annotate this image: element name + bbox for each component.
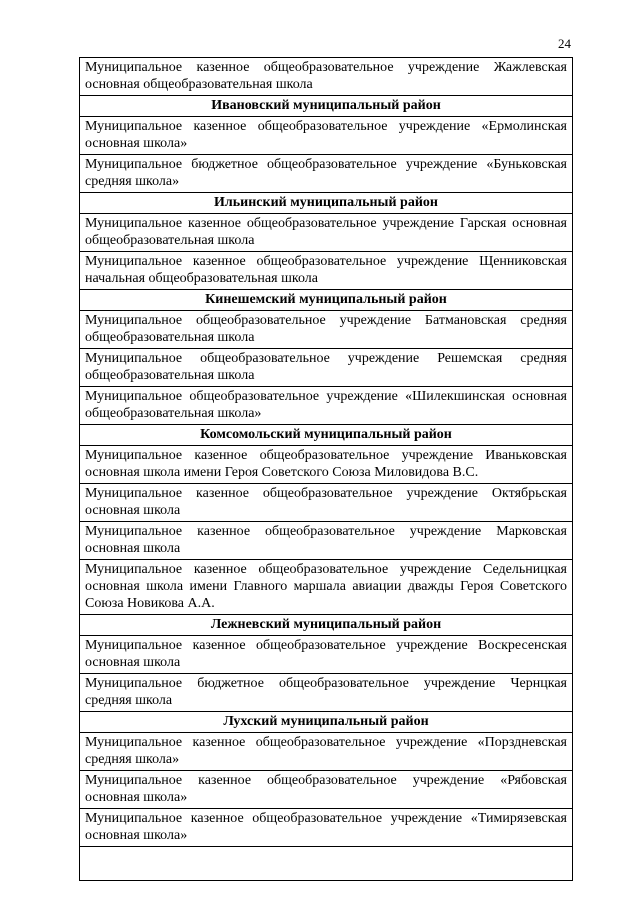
school-cell: Муниципальное бюджетное общеобразовательное учреждение «Буньковская средняя школа» xyxy=(80,155,573,193)
table-row xyxy=(80,387,573,425)
district-heading: Комсомольский муниципальный район xyxy=(80,425,573,446)
school-cell: Муниципальное казенное общеобразовательное учреждение Щенниковская начальная общеобразовательная школа xyxy=(80,252,573,290)
school-cell: Муниципальное казенное общеобразовательное учреждение Иваньковская основная школа имени Героя Советского Союза Миловидова В.С. xyxy=(80,446,573,484)
district-row xyxy=(80,712,573,733)
table-row xyxy=(80,636,573,674)
table-row xyxy=(80,117,573,155)
table-row xyxy=(80,252,573,290)
table-row xyxy=(80,155,573,193)
empty-cell xyxy=(80,847,573,881)
table-row xyxy=(80,771,573,809)
district-heading: Лежневский муниципальный район xyxy=(80,615,573,636)
table-row xyxy=(80,58,573,96)
district-row xyxy=(80,193,573,214)
table-row xyxy=(80,674,573,712)
school-cell: Муниципальное казенное общеобразовательное учреждение Гарская основная общеобразовательная школа xyxy=(80,214,573,252)
district-row xyxy=(80,615,573,636)
district-row xyxy=(80,96,573,117)
schools-table xyxy=(79,57,573,881)
school-cell: Муниципальное казенное общеобразовательное учреждение «Порздневская средняя школа» xyxy=(80,733,573,771)
school-cell: Муниципальное казенное общеобразовательное учреждение Октябрьская основная школа xyxy=(80,484,573,522)
school-cell: Муниципальное казенное общеобразовательное учреждение Седельницкая основная школа имени Главного маршала авиации дважды Героя Советского Союза Новикова А.А. xyxy=(80,560,573,615)
school-cell: Муниципальное казенное общеобразовательное учреждение Марковская основная школа xyxy=(80,522,573,560)
table-row xyxy=(80,847,573,881)
table-row xyxy=(80,311,573,349)
district-row xyxy=(80,290,573,311)
table-row xyxy=(80,484,573,522)
page-number: 24 xyxy=(558,36,571,51)
school-cell: Муниципальное общеобразовательное учреждение Решемская средняя общеобразовательная школа xyxy=(80,349,573,387)
table-row xyxy=(80,214,573,252)
district-heading: Лухский муниципальный район xyxy=(80,712,573,733)
table-row xyxy=(80,809,573,847)
table-row xyxy=(80,560,573,615)
district-heading: Кинешемский муниципальный район xyxy=(80,290,573,311)
district-heading: Ильинский муниципальный район xyxy=(80,193,573,214)
table-row xyxy=(80,349,573,387)
school-cell: Муниципальное казенное общеобразовательное учреждение Воскресенская основная школа xyxy=(80,636,573,674)
table-row xyxy=(80,446,573,484)
school-cell: Муниципальное бюджетное общеобразовательное учреждение Чернцкая средняя школа xyxy=(80,674,573,712)
schools-table-body xyxy=(80,58,573,881)
school-cell: Муниципальное казенное общеобразовательное учреждение Жажлевская основная общеобразовательная школа xyxy=(80,58,573,96)
district-row xyxy=(80,425,573,446)
district-heading: Ивановский муниципальный район xyxy=(80,96,573,117)
school-cell: Муниципальное общеобразовательное учреждение «Шилекшинская основная общеобразовательная школа» xyxy=(80,387,573,425)
school-cell: Муниципальное общеобразовательное учреждение Батмановская средняя общеобразовательная школа xyxy=(80,311,573,349)
school-cell: Муниципальное казенное общеобразовательное учреждение «Тимирязевская основная школа» xyxy=(80,809,573,847)
school-cell: Муниципальное казенное общеобразовательное учреждение «Ермолинская основная школа» xyxy=(80,117,573,155)
school-cell: Муниципальное казенное общеобразовательное учреждение «Рябовская основная школа» xyxy=(80,771,573,809)
table-row xyxy=(80,733,573,771)
table-row xyxy=(80,522,573,560)
